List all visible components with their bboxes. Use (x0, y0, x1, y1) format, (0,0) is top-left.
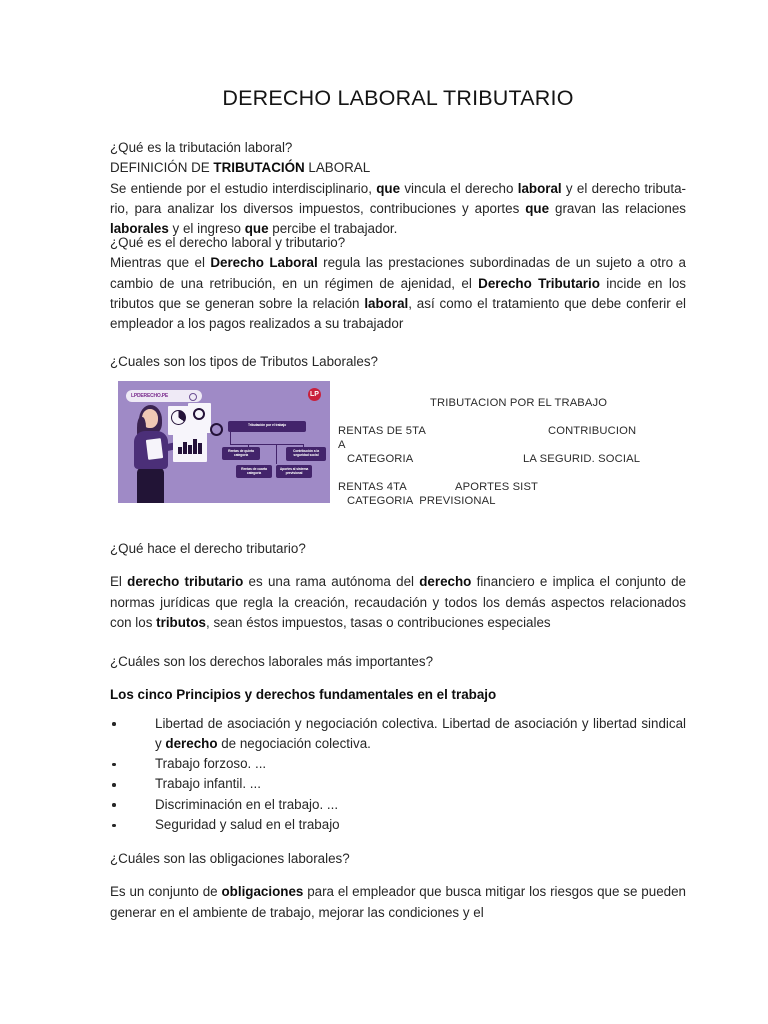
text-run: de negociación colectiva. (217, 735, 371, 751)
person-legs (137, 467, 164, 503)
question-obligaciones-laborales: ¿Cuáles son las obligaciones laborales? (110, 851, 350, 866)
tributacion-thumbnail-image (118, 381, 330, 503)
section-definicion (110, 138, 686, 239)
pie-chart-icon (171, 410, 186, 425)
list-item (110, 754, 686, 774)
subheading-post: LABORAL (304, 160, 371, 176)
question-tipos-de-tributos-laborales: ¿Cuales son los tipos de Tributos Laborales? (110, 354, 378, 369)
subheading-bold: TRIBUTACIÓN (213, 160, 305, 176)
section-derecho-laboral-tributario (110, 233, 686, 334)
thumbnail-search-chip (126, 390, 202, 402)
list-item (110, 714, 686, 755)
heading-cinco-principios: Los cinco Principios y derechos fundamentales en el trabajo (110, 687, 497, 703)
text-run: Es un conjunto de (110, 884, 222, 900)
text-run: Discriminación en el trabajo. ... (155, 796, 339, 812)
ring-chart-icon (210, 423, 223, 436)
text-bold: laborales (110, 221, 169, 237)
question-que-es-tributacion-laboral: ¿Qué es la tributación laboral? (110, 140, 293, 155)
label-rentas-de-5ta: RENTAS DE 5TA (338, 425, 426, 437)
text-run: Se entiende por el estudio interdisciplinario, (110, 180, 377, 196)
text-bold: laboral (364, 295, 409, 311)
subheading-pre: DEFINICIÓN DE (110, 160, 214, 176)
bullet-icon (112, 783, 116, 787)
text-run: percibe el trabajador. (268, 221, 398, 237)
text-run: Libertad de asociación y negociación colectiva. Libertad de asociación y libertad sindical y (155, 715, 686, 751)
label-categoria-previsional: CATEGORIA PREVISIONAL (347, 495, 496, 507)
thumbnail-brand-label: LPDERECHO.PE (131, 392, 169, 399)
principios-list (110, 714, 686, 836)
flow-node-contribucion: Contribución a la seguridad social (286, 447, 326, 461)
text-run: Mientras que el (110, 255, 211, 271)
list-item (110, 795, 686, 815)
text-bold: obligaciones (221, 884, 304, 900)
label-la-seguridad-social: LA SEGURID. SOCIAL (523, 453, 641, 465)
label-a: A (338, 439, 346, 451)
bullet-icon (112, 803, 116, 807)
text-run: y el derecho tributa- rio, para analizar los diversos impuestos, contribuciones y aportes (110, 180, 686, 216)
paragraph-derecho-laboral (110, 253, 686, 334)
section-tipos-tributos (110, 352, 686, 372)
label-rentas-4ta: RENTAS 4TA (338, 481, 407, 493)
label-tributacion-por-el-trabajo: TRIBUTACION POR EL TRABAJO (430, 397, 608, 409)
text-bold: Derecho Laboral (210, 255, 318, 271)
text-bold: laboral (517, 180, 562, 196)
search-icon (189, 393, 197, 401)
flow-node-root: Tributación por el trabajo (228, 421, 306, 432)
text-bold: que (525, 200, 550, 216)
tablet-icon (146, 438, 163, 460)
section-que-hace-derecho-tributario (110, 539, 686, 633)
flow-node-rentas-4ta: Rentas de cuarta categoría (236, 465, 272, 478)
paragraph-derecho-tributario (110, 572, 686, 633)
flow-node-aportes: Aportes al sistema previsional (276, 465, 312, 478)
lp-logo-icon: LP (308, 388, 321, 401)
question-derechos-laborales-importantes: ¿Cuáles son los derechos laborales más importantes? (110, 654, 434, 669)
bullet-icon (112, 763, 116, 767)
text-bold: que (376, 180, 401, 196)
flow-node-rentas-5ta: Rentas de quinta categoría (222, 447, 260, 460)
text-bold: Derecho Tributario (478, 275, 600, 291)
text-run: Trabajo forzoso. ... (155, 756, 267, 772)
section-derechos-laborales (110, 652, 686, 835)
question-que-hace-el-derecho-tributario: ¿Qué hace el derecho tributario? (110, 541, 306, 556)
flow-connector (230, 432, 231, 444)
text-run: financiero e implica el conjunto de normas jurídicas que regla la creación, recaudación y todos los demás aspectos relacionados con los (110, 574, 686, 630)
text-bold: derecho (419, 574, 472, 590)
text-run: gravan las relaciones (549, 200, 686, 216)
text-run: El (110, 574, 128, 590)
label-contribucion: CONTRIBUCION (548, 425, 637, 437)
text-bold: que (244, 221, 269, 237)
text-run: Seguridad y salud en el trabajo (155, 817, 340, 833)
text-run: incide en los tributos que se generan sobre la relación (110, 275, 686, 311)
paragraph-obligaciones (110, 882, 686, 923)
text-bold: tributos (156, 614, 206, 630)
text-run: Trabajo infantil. ... (155, 776, 261, 792)
text-run: y el ingreso (168, 221, 245, 237)
page-title: DERECHO LABORAL TRIBUTARIO (222, 86, 574, 110)
list-item (110, 774, 686, 794)
text-run: para el empleador que busca mitigar los riesgos que se pueden generar en el ambiente de trabajo, mejorar las condiciones y el (110, 884, 686, 920)
ring-chart-icon (193, 408, 205, 420)
paragraph-definicion (110, 179, 686, 240)
flow-connector (276, 444, 277, 464)
text-bold: derecho tributario (127, 574, 244, 590)
text-run: , sean éstos impuestos, tasas o contribuciones especiales (206, 614, 551, 630)
flow-connector (230, 444, 304, 445)
bullet-icon (112, 722, 116, 726)
text-run: es una rama autónoma del (243, 574, 420, 590)
label-aportes-sist: APORTES SIST (455, 481, 539, 493)
text-run: , así como el tratamiento que debe conferir el empleador a los pagos realizados a su trabajador (110, 295, 686, 332)
text-bold: derecho (165, 735, 218, 751)
question-derecho-laboral-y-tributario: ¿Qué es el derecho laboral y tributario? (110, 235, 346, 250)
section-obligaciones-laborales (110, 849, 686, 923)
label-categoria: CATEGORIA (347, 453, 414, 465)
subheading-definicion (110, 158, 686, 178)
list-item (110, 815, 686, 835)
bar-chart-icon (178, 436, 204, 454)
text-run: vincula el derecho (400, 180, 518, 196)
bullet-icon (112, 824, 116, 828)
text-run: regula las prestaciones subordinadas de un sujeto a otro a cambio de una retribución, en un régimen de ajenidad, el (110, 255, 686, 291)
